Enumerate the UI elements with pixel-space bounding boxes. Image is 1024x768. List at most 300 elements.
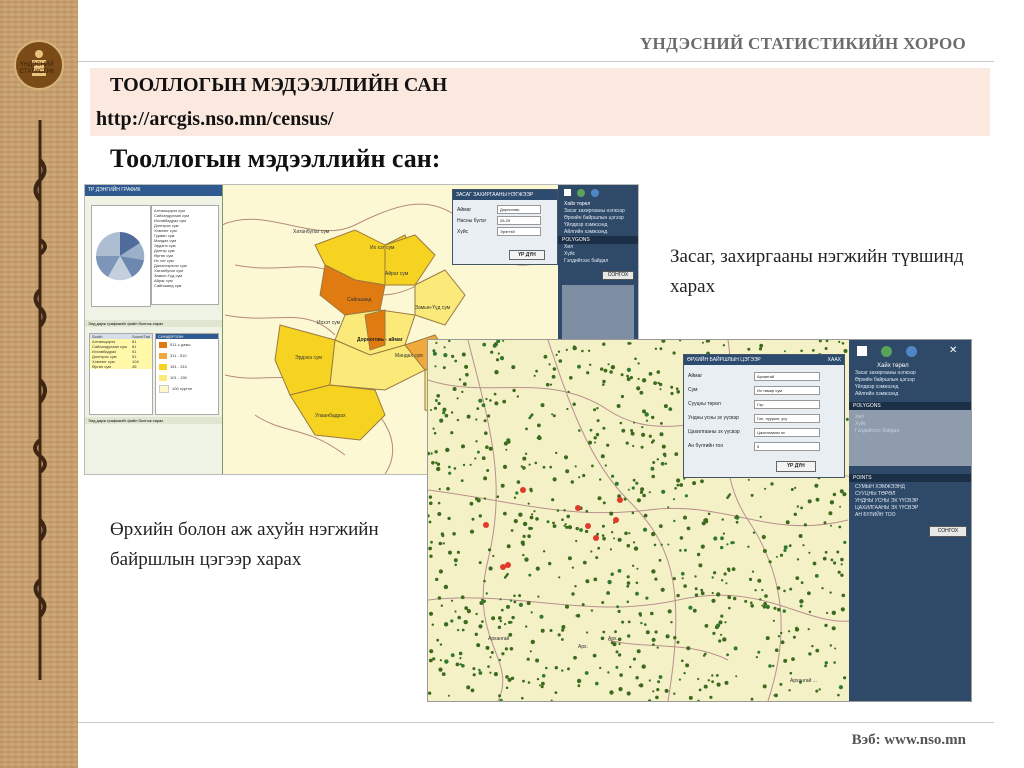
household-point bbox=[549, 363, 551, 365]
household-point bbox=[667, 544, 669, 546]
household-point bbox=[660, 432, 664, 436]
household-point bbox=[567, 391, 569, 393]
dwelling-type-select[interactable]: Гэр bbox=[754, 400, 820, 409]
household-point bbox=[461, 444, 465, 448]
household-point bbox=[517, 395, 519, 397]
household-point bbox=[573, 656, 577, 660]
household-point bbox=[565, 469, 569, 473]
household-point bbox=[523, 535, 526, 538]
household-point bbox=[585, 579, 589, 583]
household-point bbox=[506, 687, 509, 690]
household-point bbox=[486, 469, 489, 472]
household-point bbox=[626, 375, 629, 378]
household-point bbox=[718, 639, 721, 642]
household-point bbox=[720, 634, 722, 636]
household-point bbox=[543, 466, 546, 469]
point-layer-item[interactable]: СУУЦНЫ ТӨРӨЛ bbox=[855, 491, 896, 497]
household-point bbox=[627, 377, 631, 381]
legend-class-label: 100 хүртэл bbox=[172, 386, 193, 391]
household-point bbox=[780, 554, 783, 557]
household-point bbox=[510, 647, 514, 651]
household-point bbox=[759, 347, 762, 350]
household-point bbox=[466, 685, 470, 689]
legend-item: Сайншанд сум bbox=[154, 283, 182, 288]
household-point bbox=[750, 604, 754, 608]
household-point bbox=[653, 381, 657, 385]
household-point bbox=[489, 399, 492, 402]
household-point bbox=[561, 625, 565, 629]
household-point bbox=[503, 465, 507, 469]
household-point bbox=[763, 602, 767, 606]
household-point bbox=[801, 581, 804, 584]
household-point bbox=[783, 549, 786, 552]
close-button[interactable]: ХААХ bbox=[827, 357, 841, 363]
polygon-layer-item[interactable]: Гэлдийгээс байдал bbox=[855, 428, 900, 434]
household-point bbox=[713, 571, 716, 574]
electricity-source-select[interactable]: Цахилгааны эх bbox=[754, 428, 820, 437]
household-point bbox=[557, 509, 560, 512]
polygon-layer-item[interactable]: Гэлдийгээс байдал bbox=[564, 258, 609, 264]
household-point bbox=[692, 481, 696, 485]
search-type-option[interactable]: Айлгийн хэмжээнд bbox=[564, 229, 608, 235]
household-point bbox=[839, 506, 841, 508]
household-point bbox=[482, 343, 486, 347]
place-label: Арх. bbox=[578, 644, 588, 650]
layers-icon[interactable] bbox=[906, 346, 917, 357]
point-layer-item[interactable]: УНДНЫ УСНЫ ЭХ ҮҮСВЭР bbox=[855, 498, 919, 504]
household-point bbox=[593, 654, 597, 658]
household-point bbox=[443, 353, 447, 357]
household-size-select[interactable]: 5 bbox=[754, 442, 820, 451]
polygon-layer-item[interactable]: Хүйс bbox=[855, 421, 867, 427]
household-point bbox=[576, 615, 578, 617]
household-point bbox=[601, 601, 604, 604]
tools-icon[interactable]: ✕ bbox=[949, 345, 958, 356]
household-point bbox=[573, 346, 577, 350]
household-point bbox=[642, 378, 646, 382]
legend-item: Айраг сум bbox=[154, 278, 173, 283]
household-point bbox=[784, 350, 786, 352]
household-point bbox=[724, 572, 727, 575]
household-point bbox=[618, 610, 621, 613]
household-point bbox=[780, 632, 782, 634]
point-layer-item[interactable]: ЦАХИЛГААНЫ ЭХ ҮҮСВЭР bbox=[855, 505, 919, 511]
household-point bbox=[673, 577, 676, 580]
household-point bbox=[591, 465, 594, 468]
household-point bbox=[640, 622, 642, 624]
household-point bbox=[552, 375, 556, 379]
household-point bbox=[590, 550, 592, 552]
household-point bbox=[602, 383, 605, 386]
list-icon[interactable] bbox=[564, 189, 571, 196]
household-point bbox=[617, 404, 621, 408]
household-point bbox=[445, 414, 449, 418]
household-point bbox=[633, 479, 636, 482]
household-point bbox=[643, 528, 647, 532]
search-type-option[interactable]: Өрхийн байршлын цэгээр bbox=[564, 215, 624, 221]
household-point bbox=[747, 546, 749, 548]
household-point bbox=[545, 667, 548, 670]
household-point bbox=[550, 629, 553, 632]
household-point bbox=[676, 478, 680, 482]
household-point bbox=[578, 429, 581, 432]
globe-icon[interactable] bbox=[881, 346, 892, 357]
household-point bbox=[705, 624, 709, 628]
household-point bbox=[659, 559, 662, 562]
household-point bbox=[461, 479, 464, 482]
household-point bbox=[563, 509, 565, 511]
household-point bbox=[701, 545, 705, 549]
household-point bbox=[833, 493, 836, 496]
household-point bbox=[563, 525, 565, 527]
household-point bbox=[751, 698, 754, 701]
layers-icon[interactable] bbox=[591, 189, 599, 197]
household-point bbox=[800, 350, 803, 353]
household-point bbox=[490, 351, 493, 354]
list-icon[interactable] bbox=[857, 346, 867, 356]
filter-label: Аймаг bbox=[688, 373, 703, 379]
household-point bbox=[651, 475, 655, 479]
household-point bbox=[670, 392, 673, 395]
table-cell: Сайхандулаан сум bbox=[92, 344, 127, 349]
household-point bbox=[597, 419, 600, 422]
household-point bbox=[596, 407, 598, 409]
age-group-select[interactable]: 25-29 bbox=[497, 216, 541, 225]
household-point bbox=[460, 663, 462, 665]
household-point bbox=[566, 349, 568, 351]
household-point bbox=[757, 651, 760, 654]
household-point bbox=[789, 544, 792, 547]
table-cell: 45 bbox=[132, 364, 137, 369]
household-point bbox=[498, 352, 500, 354]
household-point bbox=[479, 671, 483, 675]
household-point bbox=[711, 680, 714, 683]
place-label: Арх. bbox=[608, 636, 618, 642]
household-point bbox=[448, 472, 451, 475]
household-point bbox=[564, 455, 568, 459]
household-point bbox=[444, 622, 448, 626]
household-point bbox=[791, 488, 794, 491]
household-point bbox=[438, 596, 442, 600]
household-point bbox=[594, 436, 597, 439]
legend-item: Сайхандулаан сум bbox=[154, 213, 189, 218]
household-point bbox=[716, 674, 719, 677]
export-chart-link[interactable]: Энд дарж графикийг файл болгож харах bbox=[85, 320, 222, 327]
water-source-select[interactable]: Гол, нуурын, усу bbox=[754, 414, 820, 423]
household-point bbox=[698, 563, 702, 567]
filter-row bbox=[453, 204, 557, 215]
household-point bbox=[451, 600, 453, 602]
household-point bbox=[483, 580, 486, 583]
household-point bbox=[527, 601, 531, 605]
household-point bbox=[618, 653, 621, 656]
household-point bbox=[517, 480, 521, 484]
household-point bbox=[750, 602, 753, 605]
household-point bbox=[641, 433, 645, 437]
household-point bbox=[683, 584, 687, 588]
household-point bbox=[727, 595, 731, 599]
household-point bbox=[583, 561, 587, 565]
household-point bbox=[831, 559, 834, 562]
legend-item: Дэлгэр сум bbox=[154, 248, 175, 253]
household-point bbox=[487, 665, 490, 668]
household-point bbox=[815, 574, 819, 578]
search-type-option[interactable]: Үйлдвэр хэмжээнд bbox=[855, 384, 899, 390]
result-button[interactable]: ҮР ДҮН bbox=[509, 250, 545, 260]
filter-label: Насны бүлэг bbox=[457, 217, 487, 224]
household-point bbox=[832, 611, 836, 615]
household-point bbox=[628, 489, 630, 491]
household-point bbox=[478, 669, 481, 672]
household-point bbox=[654, 544, 657, 547]
household-point bbox=[659, 675, 663, 679]
household-point bbox=[763, 605, 766, 608]
household-point bbox=[467, 609, 471, 613]
household-point bbox=[695, 587, 698, 590]
household-point bbox=[550, 384, 552, 386]
household-point bbox=[667, 506, 669, 508]
household-point bbox=[541, 403, 545, 407]
household-point bbox=[433, 352, 437, 356]
household-point bbox=[749, 578, 752, 581]
point-layer-item[interactable]: АН БҮЛИЙН ТОО bbox=[855, 512, 896, 518]
household-point bbox=[525, 453, 527, 455]
household-point bbox=[601, 637, 605, 641]
search-type-title: Хайх төрөл bbox=[877, 363, 909, 369]
household-point bbox=[593, 408, 596, 411]
household-point bbox=[732, 567, 736, 571]
household-point bbox=[558, 576, 560, 578]
polygon-layer-item[interactable]: Хил bbox=[564, 244, 574, 250]
household-point bbox=[764, 594, 768, 598]
household-point bbox=[811, 645, 813, 647]
household-point bbox=[618, 638, 622, 642]
household-point bbox=[722, 637, 726, 641]
household-point bbox=[673, 351, 676, 354]
table-cell: 81 bbox=[132, 339, 137, 344]
household-point bbox=[511, 365, 515, 369]
household-point bbox=[664, 404, 668, 408]
household-point bbox=[687, 527, 691, 531]
household-point bbox=[681, 660, 684, 663]
household-point bbox=[602, 631, 605, 634]
household-point bbox=[816, 498, 820, 502]
household-point bbox=[429, 612, 433, 616]
census-url-link[interactable]: http://arcgis.nso.mn/census/ bbox=[96, 108, 334, 130]
polygon-layer-item[interactable]: Хүйс bbox=[564, 251, 576, 257]
household-point bbox=[794, 513, 797, 516]
household-point bbox=[430, 452, 432, 454]
household-point bbox=[808, 552, 810, 554]
household-point bbox=[439, 569, 443, 573]
household-point bbox=[429, 521, 432, 524]
household-point bbox=[651, 532, 655, 536]
household-point bbox=[661, 588, 665, 592]
region-label: Хатанбулаг сум bbox=[293, 229, 330, 235]
household-point bbox=[507, 440, 511, 444]
household-point bbox=[630, 429, 633, 432]
disabled-layer-list bbox=[562, 285, 634, 345]
household-point bbox=[527, 658, 530, 661]
household-point bbox=[815, 690, 818, 693]
household-point bbox=[621, 429, 625, 433]
household-point bbox=[428, 692, 431, 695]
household-point bbox=[657, 370, 661, 374]
household-point bbox=[439, 419, 443, 423]
household-point bbox=[595, 682, 599, 686]
household-point bbox=[574, 585, 576, 587]
household-point bbox=[604, 369, 608, 373]
organization-name: ҮНДЭСНИЙ СТАТИСТИКИЙН ХОРОО bbox=[639, 34, 966, 53]
sex-select[interactable]: Эрэгтэй bbox=[497, 227, 541, 236]
household-point bbox=[726, 653, 729, 656]
household-point bbox=[651, 441, 654, 444]
household-point bbox=[576, 527, 579, 530]
household-point bbox=[465, 373, 469, 377]
legend-class-label: 311 - 510 bbox=[170, 353, 187, 358]
household-point bbox=[778, 635, 780, 637]
household-point bbox=[789, 588, 792, 591]
search-type-option[interactable]: Засаг захиргааны нэгжээр bbox=[564, 208, 625, 214]
household-point bbox=[800, 507, 803, 510]
household-point bbox=[484, 431, 488, 435]
province-select[interactable]: Дорноговь bbox=[497, 205, 541, 214]
household-point bbox=[651, 416, 654, 419]
household-point bbox=[456, 663, 460, 667]
household-point bbox=[736, 515, 739, 518]
household-point bbox=[674, 487, 677, 490]
household-point bbox=[525, 428, 528, 431]
household-point bbox=[840, 558, 844, 562]
household-point bbox=[556, 354, 558, 356]
household-point bbox=[433, 428, 435, 430]
household-point bbox=[454, 610, 456, 612]
household-point bbox=[779, 683, 782, 686]
household-point bbox=[748, 479, 750, 481]
polygon-layer-item[interactable]: Хил bbox=[855, 414, 865, 420]
household-point bbox=[511, 616, 514, 619]
search-type-option[interactable]: Үйлдвэр хэмжээнд bbox=[564, 222, 608, 228]
household-point bbox=[544, 355, 548, 359]
household-point bbox=[632, 445, 634, 447]
table-cell: 104 bbox=[132, 359, 139, 364]
search-type-option[interactable]: Засаг захиргааны нэгжээр bbox=[855, 370, 916, 376]
household-point bbox=[702, 342, 704, 344]
household-point bbox=[627, 634, 630, 637]
household-point bbox=[499, 598, 501, 600]
household-point bbox=[602, 534, 605, 537]
household-point bbox=[498, 694, 501, 697]
household-point bbox=[547, 520, 550, 523]
household-point bbox=[492, 555, 494, 557]
place-label: Архангай bbox=[488, 636, 510, 642]
household-point bbox=[598, 496, 602, 500]
household-point bbox=[546, 383, 550, 387]
point-layer-item[interactable]: СУМЫН ХЭМЖЭЭНД bbox=[855, 484, 905, 490]
household-point bbox=[646, 630, 650, 634]
soum-select[interactable]: Их тамир сум bbox=[754, 386, 820, 395]
household-point bbox=[717, 683, 721, 687]
household-point bbox=[434, 432, 437, 435]
choose-button[interactable]: СОНГОХ bbox=[929, 526, 967, 537]
household-point bbox=[615, 482, 619, 486]
filter-row bbox=[684, 411, 844, 425]
household-point bbox=[720, 536, 724, 540]
household-point bbox=[652, 643, 655, 646]
household-point bbox=[501, 484, 505, 488]
household-point bbox=[747, 348, 750, 351]
choose-button[interactable]: СОНГОХ bbox=[602, 271, 634, 280]
legend-item: Их хэт сум bbox=[154, 258, 174, 263]
household-point bbox=[655, 348, 657, 350]
household-point bbox=[561, 629, 564, 632]
household-point bbox=[807, 591, 811, 595]
household-point bbox=[828, 511, 832, 515]
household-point bbox=[446, 487, 450, 491]
household-point bbox=[644, 623, 647, 626]
household-point bbox=[720, 615, 723, 618]
search-type-option[interactable]: Айлгийн хэмжээнд bbox=[855, 391, 899, 397]
household-point bbox=[618, 569, 622, 573]
household-point bbox=[538, 435, 541, 438]
export-table-link[interactable]: Энд дарж графикийг файл болгож харах bbox=[85, 417, 222, 424]
household-point bbox=[676, 387, 679, 390]
household-point bbox=[799, 534, 803, 538]
table-cell: Өргөн сум bbox=[92, 364, 112, 369]
household-point bbox=[486, 646, 490, 650]
legend-item: Хатанбулаг сум bbox=[154, 268, 183, 273]
household-point bbox=[504, 623, 506, 625]
household-point bbox=[533, 510, 535, 512]
result-button[interactable]: ҮР ДҮН bbox=[776, 461, 816, 472]
household-point bbox=[437, 512, 441, 516]
household-point bbox=[823, 557, 827, 561]
household-point bbox=[770, 482, 773, 485]
search-type-option[interactable]: Өрхийн байршлын цэгээр bbox=[855, 377, 915, 383]
household-point bbox=[825, 347, 828, 350]
household-point bbox=[611, 475, 614, 478]
household-point bbox=[660, 388, 662, 390]
household-point bbox=[464, 365, 468, 369]
household-point bbox=[489, 672, 491, 674]
household-point bbox=[709, 696, 712, 699]
household-point bbox=[571, 592, 574, 595]
decorative-side-band bbox=[0, 0, 78, 768]
globe-icon[interactable] bbox=[577, 189, 585, 197]
household-point bbox=[627, 581, 631, 585]
household-point bbox=[541, 682, 545, 686]
household-point bbox=[559, 359, 563, 363]
household-point bbox=[721, 579, 723, 581]
household-point bbox=[725, 582, 727, 584]
household-point bbox=[751, 494, 754, 497]
household-point bbox=[754, 589, 756, 591]
region-label: Мандах сум bbox=[395, 353, 423, 359]
household-filter-panel bbox=[683, 354, 845, 478]
household-point bbox=[725, 681, 729, 685]
household-point bbox=[680, 536, 684, 540]
household-point bbox=[524, 557, 528, 561]
household-point bbox=[471, 689, 475, 693]
household-point bbox=[813, 562, 817, 566]
household-point bbox=[611, 573, 614, 576]
website-link[interactable]: Вэб: www.nso.mn bbox=[851, 732, 966, 748]
household-point bbox=[448, 551, 452, 555]
household-point bbox=[665, 689, 669, 693]
province-select[interactable]: Архангай bbox=[754, 372, 820, 381]
household-point bbox=[704, 685, 708, 689]
household-point bbox=[459, 378, 461, 380]
